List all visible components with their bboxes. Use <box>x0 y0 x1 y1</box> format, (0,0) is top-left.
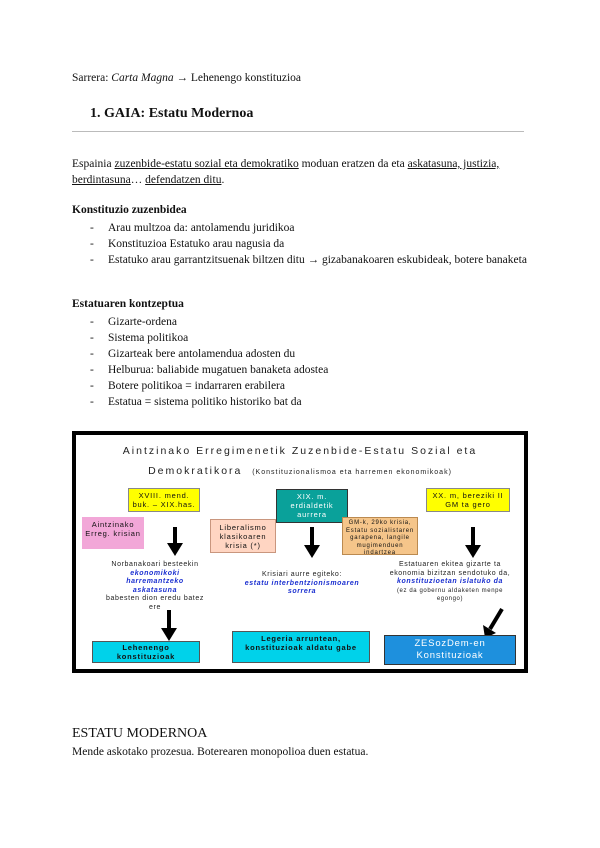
list-item: - Gizarteak bere antolamendua adosten du <box>72 346 538 362</box>
intro-line: Sarrera: Carta Magna → Lehenengo konstituzioa <box>72 72 302 84</box>
list-item: - Estatuko arau garrantzitsuenak biltzen ditu → gizabanakoaren eskubideak, botere banaketa <box>72 252 538 268</box>
list-item: - Arau multzoa da: antolamendu juridikoa <box>72 220 538 236</box>
crisis-box-3: GM-k, 29ko krisia, Estatu sozialistaren garapena, langile mugimenduen indartzea <box>342 517 418 555</box>
period-box-2: XIX. m. erdialdetik aurrera <box>276 489 348 523</box>
result-box-2: Legeria arruntean, konstituzioak aldatu gabe <box>232 631 370 663</box>
diagram-title-line2: Demokratikora (Konstituzionalismoa eta harremen ekonomikoak) <box>148 465 452 477</box>
crisis-box-2: Liberalismo klasikoaren krisia (*) <box>210 519 276 553</box>
page-title: 1. GAIA: Estatu Modernoa <box>90 106 254 121</box>
list-item: - Sistema politikoa <box>72 330 538 346</box>
arrow-down-icon <box>166 527 184 557</box>
period-box-3: XX. m, bereziki II GM ta gero <box>426 488 510 512</box>
list-item: - Helburua: baliabide mugatuen banaketa adostea <box>72 362 538 378</box>
explanation-3: Estatuaren ekitea gizarte ta ekonomia bizitzan sendotuko da, konstituzioetan islatuko da (ez da gobernu aldaketen menpe egongo) <box>389 561 511 602</box>
arrow-down-icon <box>464 527 482 559</box>
explanation-1: Norbanakoari besteekin ekonomikoki harremantzeko askatasuna babesten dion eredu batez ere <box>106 561 204 611</box>
final-paragraph: Mende askotako prozesua. Boterearen monopolioa duen estatua. <box>72 746 369 758</box>
crisis-box-1: Aintzinako Erreg. krisian <box>82 517 144 549</box>
section-heading-estatu-modernoa: ESTATU MODERNOA <box>72 726 208 741</box>
section-title-estatua: Estatuaren kontzeptua <box>72 298 184 310</box>
arrow-down-icon <box>303 527 321 559</box>
divider <box>72 131 524 132</box>
section-title-konstituzio: Konstituzio zuzenbidea <box>72 204 187 216</box>
arrow-down-icon <box>160 610 178 642</box>
section1-list <box>72 220 538 268</box>
list-item: - Botere politikoa = indarraren erabilera <box>72 378 538 394</box>
carta-magna-text: Carta Magna <box>111 72 174 84</box>
intro-paragraph: Espainia zuzenbide-estatu sozial eta demokratiko moduan eratzen da eta askatasuna, justizia, berdintasuna… defendatzen ditu. <box>72 158 500 186</box>
diagram-title-line1: Aintzinako Erregimenetik Zuzenbide-Estatu Sozial eta <box>122 445 478 457</box>
list-item: - Gizarte-ordena <box>72 314 538 330</box>
history-diagram <box>72 431 528 673</box>
result-box-3: ZESozDem-en Konstituzioak <box>384 635 516 665</box>
explanation-2: Krisiari aurre egiteko: estatu interbentzionismoaren sorrera <box>244 571 360 595</box>
period-box-1: XVIII. mend. buk. – XIX.has. <box>128 488 200 512</box>
result-box-1: Lehenengo konstituzioak <box>92 641 200 663</box>
section2-list <box>72 314 538 410</box>
list-item: - Konstituzioa Estatuko arau nagusia da <box>72 236 538 252</box>
list-item: - Estatua = sistema politiko historiko bat da <box>72 394 538 410</box>
